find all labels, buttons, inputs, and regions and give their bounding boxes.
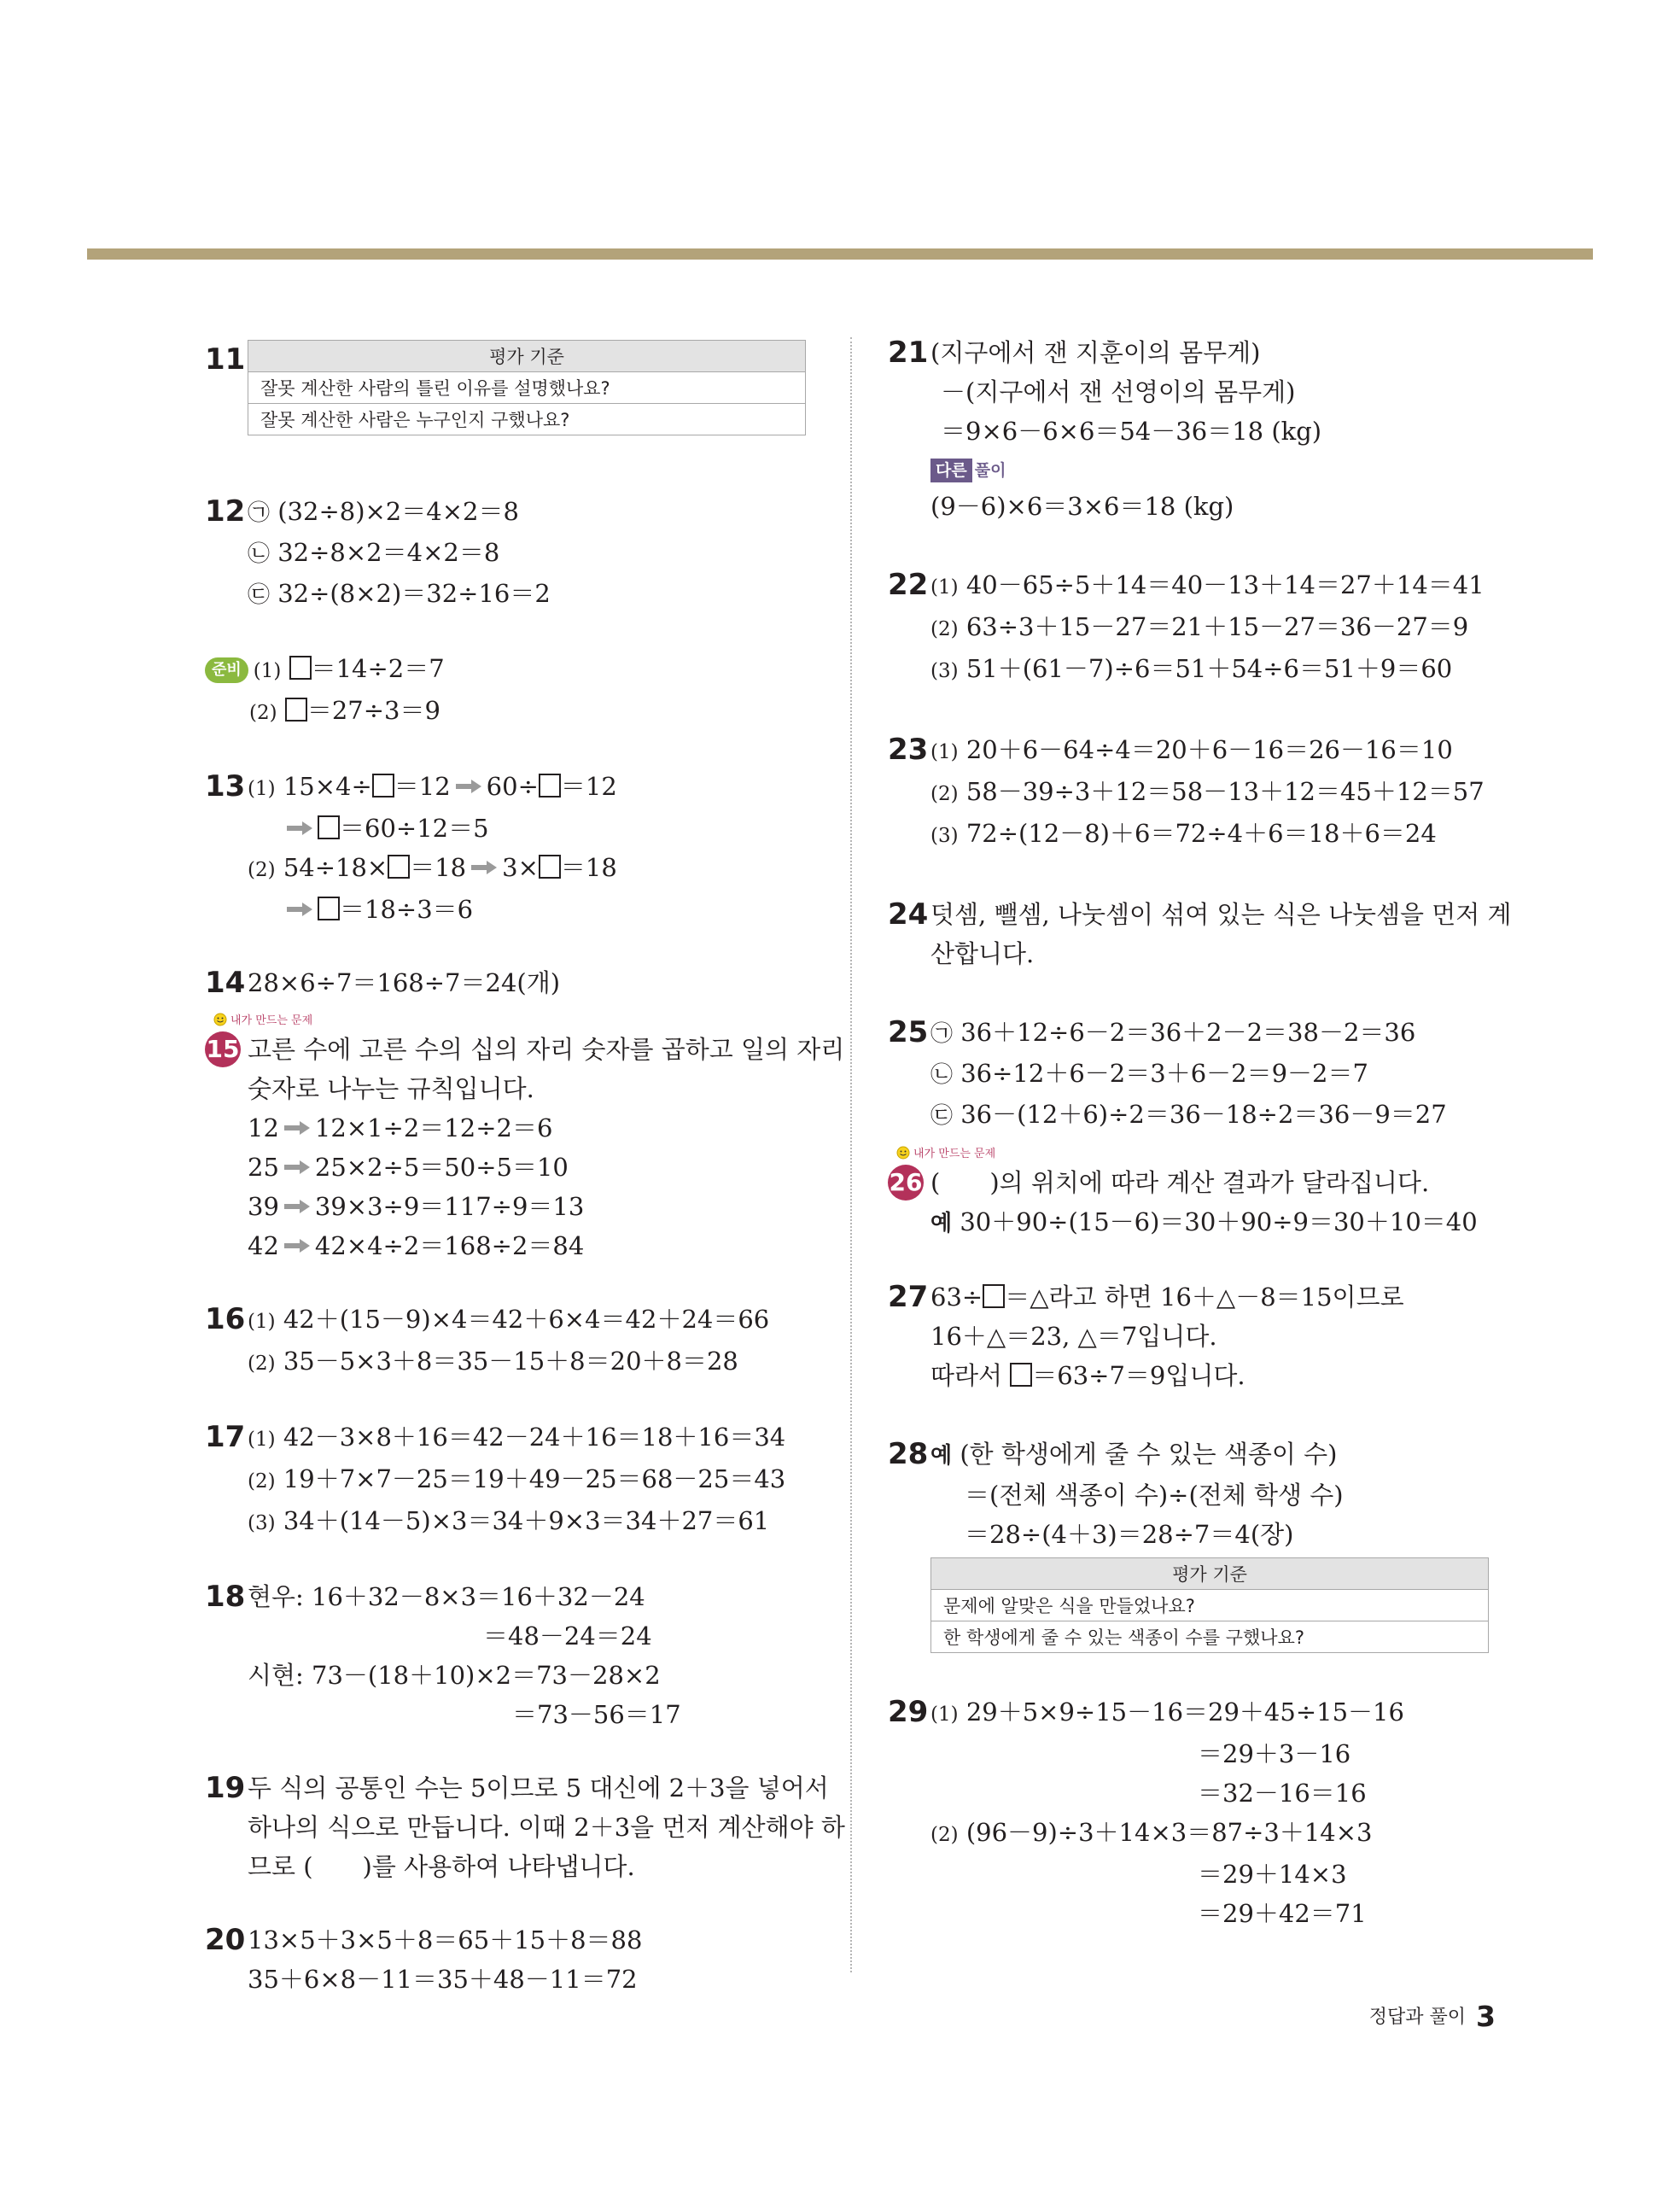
problem-12 — [205, 492, 820, 615]
answer-line: (2) 19＋7×7－25＝19＋49－25＝68－25＝43 — [248, 1464, 786, 1493]
blank-box — [388, 855, 410, 879]
answer-line: 12 12×1÷2＝12÷2＝6 — [248, 1113, 553, 1142]
arrow-icon — [470, 860, 499, 875]
answer-line: ㉢ 36－(12＋6)÷2＝36－18÷2＝36－9＝27 — [930, 1100, 1447, 1129]
top-rule — [87, 248, 1593, 260]
answer-line: (2) 58－39÷3＋12＝58－13＋12＝45＋12＝57 — [930, 777, 1485, 806]
answer-line: ＝(전체 색종이 수)÷(전체 학생 수) — [965, 1481, 1344, 1510]
answer-line: ( )의 위치에 따라 계산 결과가 달라집니다. — [930, 1168, 1430, 1197]
answer-line: (2) 63÷3＋15－27＝21＋15－27＝36－27＝9 — [930, 612, 1469, 641]
answer-line: ㉡ 36÷12＋6－2＝3＋6－2＝9－2＝7 — [930, 1059, 1368, 1088]
problem-13 — [205, 767, 820, 929]
problem-number: 15 — [205, 1031, 241, 1067]
answer-line: (9－6)×6＝3×6＝18 (kg) — [930, 492, 1234, 521]
alternative-solution-label: 다른 풀이 — [930, 451, 1537, 487]
smiley-icon — [896, 1146, 910, 1160]
answer-line: 42 42×4÷2＝168÷2＝84 — [248, 1231, 585, 1260]
evaluation-row: 잘못 계산한 사람은 누구인지 구했나요? — [248, 404, 806, 435]
answer-line: (지구에서 잰 지훈이의 몸무게) — [930, 338, 1261, 367]
problem-number: 19 — [205, 1771, 246, 1805]
problem-number: 18 — [205, 1580, 246, 1614]
answer-line: (2) 54÷18× ＝18 3× ＝18 — [248, 853, 617, 882]
problem-25 — [888, 1013, 1537, 1136]
answer-line: (2) ＝27÷3＝9 — [249, 696, 440, 725]
circled-label: ㉢ — [248, 582, 271, 608]
answer-line: ＝29＋42＝71 — [1198, 1899, 1367, 1928]
problem-26 — [888, 1146, 1537, 1243]
answer-line: ㉠ (32÷8)×2＝4×2＝8 — [248, 497, 519, 526]
circled-label: ㉡ — [930, 1062, 954, 1088]
footer-label: 정답과 풀이 — [1368, 2007, 1467, 2028]
problem-19 — [205, 1768, 845, 1886]
smiley-icon — [213, 1013, 227, 1026]
evaluation-table — [248, 340, 806, 435]
problem-24 — [888, 895, 1537, 973]
answer-line: ＝29＋14×3 — [1198, 1860, 1347, 1889]
left-column — [205, 333, 845, 1999]
answer-line: (3) 51＋(61－7)÷6＝51＋54÷6＝51＋9＝60 — [930, 654, 1453, 683]
problem-number: 24 — [888, 897, 929, 932]
problem-number: 20 — [205, 1923, 246, 1957]
problem-number: 27 — [888, 1280, 929, 1314]
blank-box — [289, 656, 312, 680]
arrow-icon — [283, 1238, 312, 1253]
my-problem-tag: 내가 만드는 문제 — [888, 1146, 1067, 1162]
answer-line: 28×6÷7＝168÷7＝24(개) — [248, 968, 561, 997]
answer-line: (1) 15×4÷ ＝12 60÷ ＝12 — [248, 772, 617, 801]
problem-27 — [888, 1277, 1537, 1395]
problem-number: 12 — [205, 494, 246, 529]
answer-line: 39 39×3÷9＝117÷9＝13 — [248, 1192, 585, 1221]
answer-line: ＝29＋3－16 — [1198, 1739, 1351, 1768]
problem-number: 25 — [888, 1015, 929, 1049]
evaluation-row: 문제에 알맞은 식을 만들었나요? — [931, 1590, 1489, 1621]
answer-line: (1) 42－3×8＋16＝42－24＋16＝18＋16＝34 — [248, 1423, 786, 1452]
answer-line: ＝60÷12＝5 — [248, 809, 820, 848]
arrow-icon — [285, 902, 314, 917]
blank-box — [285, 698, 307, 722]
circled-label: ㉠ — [248, 500, 271, 526]
problem-number: 13 — [205, 769, 246, 803]
blank-box — [318, 815, 340, 839]
evaluation-header: 평가 기준 — [931, 1558, 1489, 1590]
arrow-icon — [283, 1160, 312, 1175]
problem-18 — [205, 1577, 820, 1734]
answer-line: 25 25×2÷5＝50÷5＝10 — [248, 1153, 569, 1182]
evaluation-table — [930, 1557, 1489, 1653]
circled-label: ㉠ — [930, 1021, 954, 1047]
problem-29 — [888, 1692, 1537, 1933]
problem-16 — [205, 1300, 820, 1383]
answer-line: (3) 72÷(12－8)＋6＝72÷4＋6＝18＋6＝24 — [930, 819, 1437, 848]
answer-line: ＝32－16＝16 — [1198, 1779, 1367, 1808]
answer-line: ㉢ 32÷(8×2)＝32÷16＝2 — [248, 579, 551, 608]
blank-box — [318, 897, 340, 920]
arrow-icon — [283, 1120, 312, 1136]
answer-line: (2) (96－9)÷3＋14×3＝87÷3＋14×3 — [930, 1818, 1373, 1847]
blank-box — [1010, 1363, 1032, 1387]
example-label: 예 — [930, 1443, 953, 1469]
answer-line: －(지구에서 잰 선영이의 몸무게) — [941, 377, 1296, 406]
answer-line: 따라서 ＝63÷7＝9입니다. — [930, 1361, 1245, 1390]
arrow-icon — [285, 821, 314, 836]
problem-number: 16 — [205, 1302, 246, 1336]
arrow-icon — [454, 779, 483, 794]
problem-number: 22 — [888, 568, 929, 602]
problem-number: 21 — [888, 336, 929, 370]
answer-line: (1) 20＋6－64÷4＝20＋6－16＝26－16＝10 — [930, 735, 1453, 764]
answer-line: 하나의 식으로 만듭니다. 이때 2＋3을 먼저 계산해야 하 — [248, 1813, 845, 1842]
page-footer — [1369, 2000, 1496, 2033]
prep-problem — [205, 649, 820, 733]
example-label: 예 — [930, 1211, 953, 1236]
answer-line: ＝48－24＝24 — [483, 1621, 652, 1651]
answer-line: (1) 40－65÷5＋14＝40－13＋14＝27＋14＝41 — [930, 570, 1485, 599]
answer-line: ＝28÷(4＋3)＝28÷7＝4(장) — [965, 1520, 1294, 1549]
blank-box — [983, 1284, 1005, 1308]
answer-line: 산합니다. — [930, 939, 1035, 968]
answer-line: (3) 34＋(14－5)×3＝34＋9×3＝34＋27＝61 — [248, 1506, 770, 1535]
blank-box — [539, 774, 561, 798]
circled-label: ㉡ — [248, 541, 271, 567]
blank-box — [372, 774, 394, 798]
problem-14 — [205, 963, 820, 1002]
problem-21 — [888, 333, 1537, 526]
answer-line: 13×5＋3×5＋8＝65＋15＋8＝88 — [248, 1925, 643, 1954]
evaluation-row: 잘못 계산한 사람의 틀린 이유를 설명했나요? — [248, 372, 806, 404]
answer-line: (1) 42＋(15－9)×4＝42＋6×4＝42＋24＝66 — [248, 1305, 770, 1334]
problem-20 — [205, 1920, 820, 1999]
prep-badge: 준비 — [205, 657, 248, 683]
answer-line: ＝9×6－6×6＝54－36＝18 (kg) — [941, 417, 1322, 446]
answer-line: 63÷ ＝△라고 하면 16＋△－8＝15이므로 — [930, 1282, 1404, 1312]
problem-number: 23 — [888, 733, 929, 767]
answer-line: ＝73－56＝17 — [512, 1700, 681, 1729]
answer-line: 시현: 73－(18＋10)×2＝73－28×2 — [248, 1661, 661, 1690]
blank-box — [539, 855, 561, 879]
evaluation-row: 한 학생에게 줄 수 있는 색종이 수를 구했나요? — [931, 1621, 1489, 1653]
problem-15 — [205, 1013, 845, 1265]
answer-line: (1) 29＋5×9÷15－16＝29＋45÷15－16 — [930, 1697, 1404, 1727]
arrow-icon — [283, 1199, 312, 1214]
answer-line: ㉠ 36＋12÷6－2＝36＋2－2＝38－2＝36 — [930, 1018, 1416, 1047]
answer-line: 므로 ( )를 사용하여 나타냅니다. — [248, 1852, 635, 1881]
answer-line: (2) 35－5×3＋8＝35－15＋8＝20＋8＝28 — [248, 1347, 738, 1376]
answer-line: ＝18÷3＝6 — [248, 890, 820, 929]
problem-number: 11 — [205, 342, 246, 377]
problem-17 — [205, 1417, 820, 1543]
column-divider — [850, 337, 852, 1972]
problem-number: 14 — [205, 966, 246, 1000]
answer-line: ㉡ 32÷8×2＝4×2＝8 — [248, 538, 500, 567]
answer-line: 35＋6×8－11＝35＋48－11＝72 — [248, 1965, 638, 1994]
answer-line: 예 (한 학생에게 줄 수 있는 색종이 수) — [930, 1440, 1338, 1469]
answer-line: 16＋△＝23, △＝7입니다. — [930, 1322, 1217, 1351]
evaluation-header: 평가 기준 — [248, 341, 806, 372]
answer-line: 고른 수에 고른 수의 십의 자리 숫자를 곱하고 일의 자리 — [248, 1035, 845, 1064]
answer-line: 두 식의 공통인 수는 5이므로 5 대신에 2＋3을 넣어서 — [248, 1773, 829, 1802]
page-number: 3 — [1476, 2000, 1496, 2033]
right-column — [888, 333, 1537, 1933]
problem-11 — [205, 340, 820, 456]
answer-line: 예 30＋90÷(15－6)＝30＋90÷9＝30＋10＝40 — [930, 1207, 1478, 1236]
problem-22 — [888, 565, 1537, 691]
answer-line: 숫자로 나누는 규칙입니다. — [248, 1074, 534, 1103]
my-problem-tag: 내가 만드는 문제 — [205, 1013, 384, 1029]
problem-number: 29 — [888, 1695, 929, 1729]
problem-number: 17 — [205, 1420, 246, 1454]
answer-line: 덧셈, 뺄셈, 나눗셈이 섞여 있는 식은 나눗셈을 먼저 계 — [930, 900, 1512, 929]
circled-label: ㉢ — [930, 1103, 954, 1129]
problem-23 — [888, 730, 1537, 856]
answer-line: 현우: 16＋32－8×3＝16＋32－24 — [248, 1582, 645, 1611]
answer-line: 준비 (1) ＝14÷2＝7 — [205, 649, 820, 691]
problem-28 — [888, 1434, 1537, 1653]
problem-number: 28 — [888, 1437, 929, 1471]
problem-number: 26 — [888, 1165, 924, 1201]
